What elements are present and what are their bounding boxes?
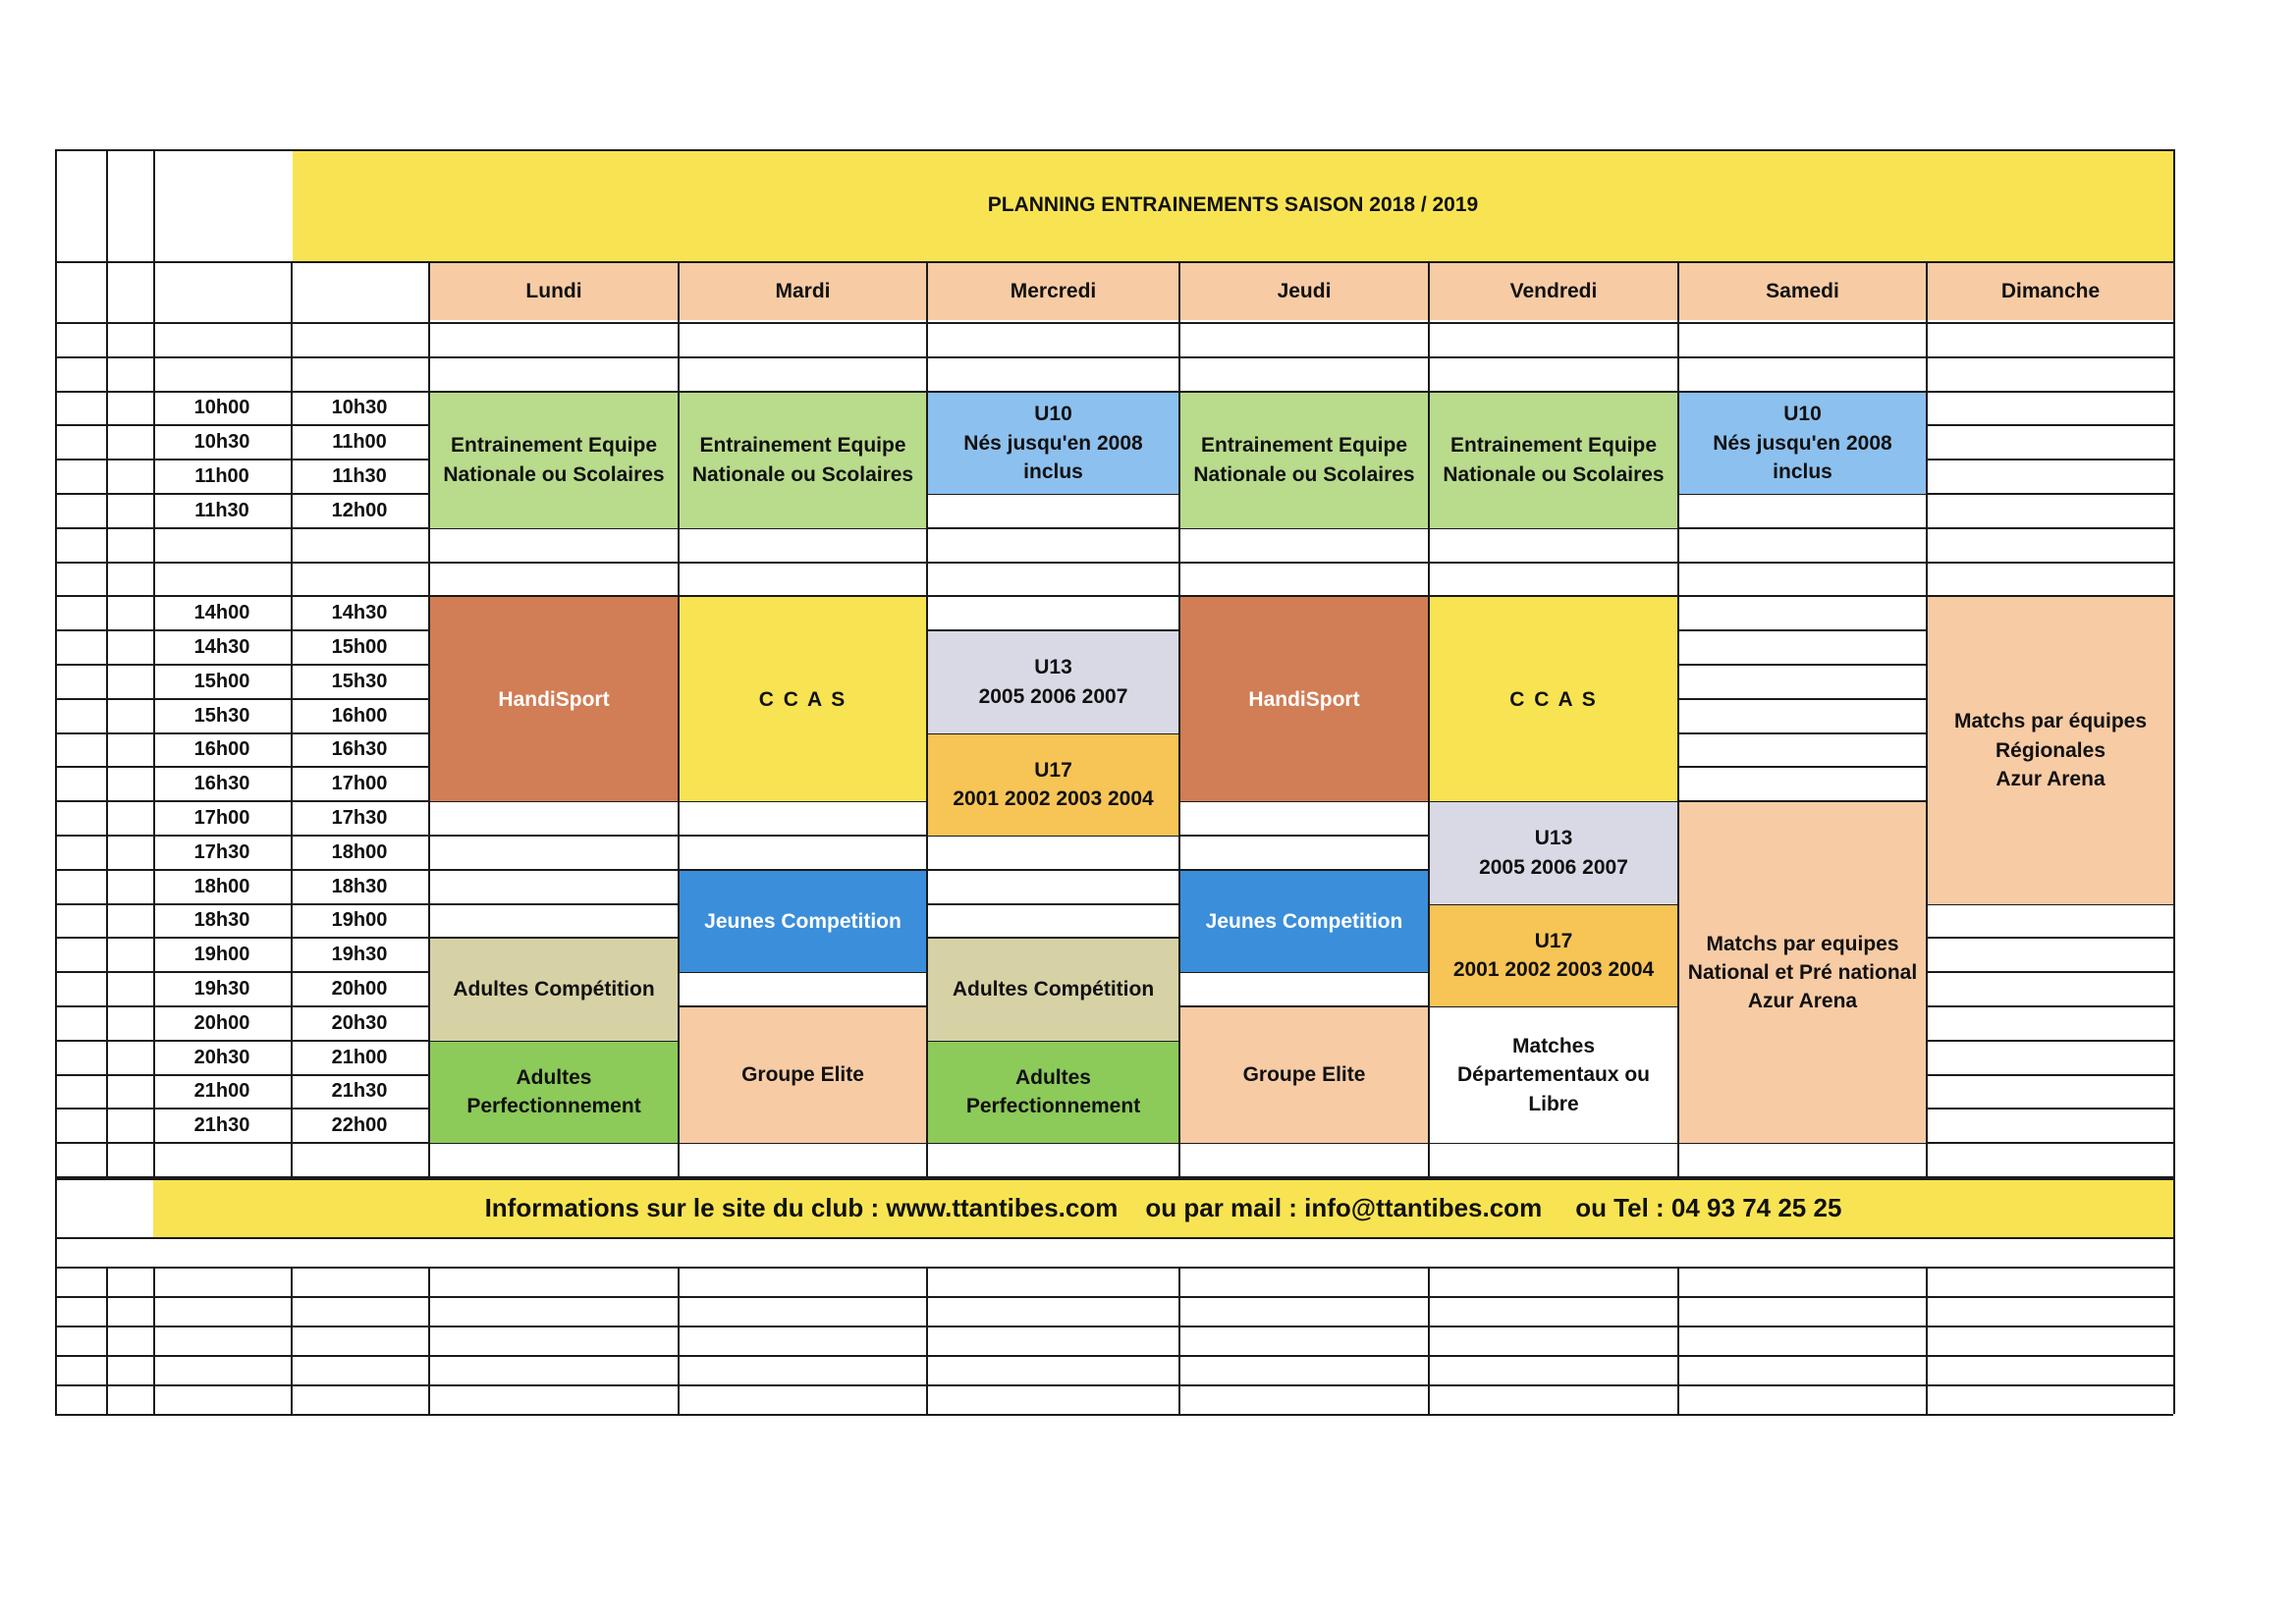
grid-line	[1926, 1267, 1928, 1414]
grid-line	[55, 1355, 2173, 1357]
time-label: 16h00	[331, 704, 388, 727]
activity-block: Groupe Elite	[1180, 1007, 1428, 1143]
time-label: 21h00	[193, 1080, 250, 1103]
time-label: 15h00	[193, 670, 250, 692]
activity-block: U13 2005 2006 2007	[928, 631, 1178, 732]
time-label: 20h00	[331, 978, 388, 1001]
time-label: 18h00	[331, 840, 388, 863]
activity-block: U10 Nés jusqu'en 2008 inclus	[1679, 393, 1926, 494]
time-label: 10h00	[193, 397, 250, 419]
time-label: 11h00	[194, 465, 249, 488]
time-label: 11h30	[332, 465, 387, 488]
grid-line	[55, 1384, 2173, 1386]
time-label: 17h00	[193, 807, 250, 830]
grid-line	[2173, 149, 2175, 1237]
time-label: 18h00	[193, 875, 250, 897]
grid-line	[926, 1267, 928, 1414]
day-header: Dimanche	[1928, 263, 2173, 320]
grid-line	[291, 1267, 293, 1414]
time-label: 19h00	[193, 944, 250, 966]
activity-block: Adultes Compétition	[430, 939, 678, 1040]
activity-block: HandiSport	[1180, 597, 1428, 801]
time-label: 17h30	[331, 807, 388, 830]
activity-block: Adultes Compétition	[928, 939, 1178, 1040]
activity-block: U13 2005 2006 2007	[1430, 802, 1677, 903]
time-label: 18h30	[331, 875, 388, 897]
activity-block: HandiSport	[430, 597, 678, 801]
grid-line	[55, 1237, 57, 1414]
time-label: 19h30	[193, 978, 250, 1001]
activity-block: U17 2001 2002 2003 2004	[928, 734, 1178, 836]
title-banner	[293, 149, 2173, 261]
day-header: Mardi	[680, 263, 926, 320]
activity-block: Entrainement Equipe Nationale ou Scolaires	[430, 393, 678, 528]
time-label: 21h00	[331, 1046, 388, 1068]
activity-block: Jeunes Competition	[1180, 871, 1428, 972]
activity-block: Entrainement Equipe Nationale ou Scolaires	[1430, 393, 1677, 528]
time-label: 16h30	[331, 738, 388, 761]
time-label: 10h30	[331, 397, 388, 419]
activity-block: Matchs par équipes Régionales Azur Arena	[1928, 597, 2173, 903]
time-label: 15h00	[331, 636, 388, 659]
activity-block: Entrainement Equipe Nationale ou Scolaires	[1180, 393, 1428, 528]
activity-block: C C A S	[1430, 597, 1677, 801]
grid-line	[55, 356, 2173, 358]
grid-line	[1428, 1267, 1430, 1414]
grid-line	[153, 1267, 155, 1414]
time-label: 15h30	[193, 704, 250, 727]
time-label: 20h00	[193, 1011, 250, 1034]
grid-line	[2173, 1237, 2175, 1414]
time-label: 19h00	[331, 909, 388, 932]
footer-site: Informations sur le site du club : www.ttantibes.com	[484, 1192, 1119, 1222]
grid-line	[106, 149, 108, 1178]
footer-tel: ou Tel : 04 93 74 25 25	[1575, 1192, 1842, 1222]
grid-line	[55, 1237, 2173, 1239]
grid-line	[55, 149, 2173, 151]
time-label: 21h30	[193, 1114, 250, 1137]
time-label: 17h00	[331, 773, 388, 795]
grid-line	[55, 562, 2173, 564]
grid-line	[55, 149, 57, 1237]
grid-line	[106, 1267, 108, 1414]
day-header: Samedi	[1679, 263, 1926, 320]
time-label: 18h30	[193, 909, 250, 932]
time-label: 17h30	[193, 840, 250, 863]
activity-block: Matchs par equipes National et Pré national Azur Arena	[1679, 802, 1926, 1143]
time-label: 21h30	[331, 1080, 388, 1103]
time-label: 20h30	[193, 1046, 250, 1068]
time-label: 15h30	[331, 670, 388, 692]
activity-block: Groupe Elite	[680, 1007, 926, 1143]
grid-line	[428, 1267, 430, 1414]
grid-line	[55, 1326, 2173, 1327]
activity-block: U10 Nés jusqu'en 2008 inclus	[928, 393, 1178, 494]
footer-banner	[153, 1178, 2173, 1237]
grid-line	[55, 527, 2173, 529]
page-title: PLANNING ENTRAINEMENTS SAISON 2018 / 2019	[987, 193, 1479, 216]
grid-line	[55, 1296, 2173, 1298]
activity-block: U17 2001 2002 2003 2004	[1430, 905, 1677, 1006]
activity-block: Matches Départementaux ou Libre	[1430, 1007, 1677, 1143]
time-label: 10h30	[193, 431, 250, 454]
grid-line	[1178, 1267, 1180, 1414]
time-label: 22h00	[331, 1114, 388, 1137]
time-label: 19h30	[331, 944, 388, 966]
day-header: Lundi	[430, 263, 678, 320]
grid-line	[55, 1178, 2173, 1180]
day-header: Jeudi	[1180, 263, 1428, 320]
time-label: 14h30	[193, 636, 250, 659]
activity-block: C C A S	[680, 597, 926, 801]
activity-block: Entrainement Equipe Nationale ou Scolaires	[680, 393, 926, 528]
activity-block: Adultes Perfectionnement	[430, 1042, 678, 1143]
time-label: 11h30	[194, 499, 249, 521]
grid-line	[678, 1267, 680, 1414]
time-label: 14h00	[193, 602, 250, 624]
grid-line	[55, 1414, 2173, 1416]
time-label: 12h00	[331, 499, 388, 521]
grid-line	[55, 1267, 2173, 1269]
time-label: 11h00	[332, 431, 387, 454]
activity-block: Adultes Perfectionnement	[928, 1042, 1178, 1143]
time-label: 16h30	[193, 773, 250, 795]
day-header: Vendredi	[1430, 263, 1677, 320]
time-label: 16h00	[193, 738, 250, 761]
activity-block: Jeunes Competition	[680, 871, 926, 972]
grid-line	[55, 322, 2173, 324]
day-header: Mercredi	[928, 263, 1178, 320]
time-label: 20h30	[331, 1011, 388, 1034]
time-label: 14h30	[331, 602, 388, 624]
grid-line	[1677, 1267, 1679, 1414]
footer-mail: ou par mail : info@ttantibes.com	[1145, 1192, 1543, 1222]
